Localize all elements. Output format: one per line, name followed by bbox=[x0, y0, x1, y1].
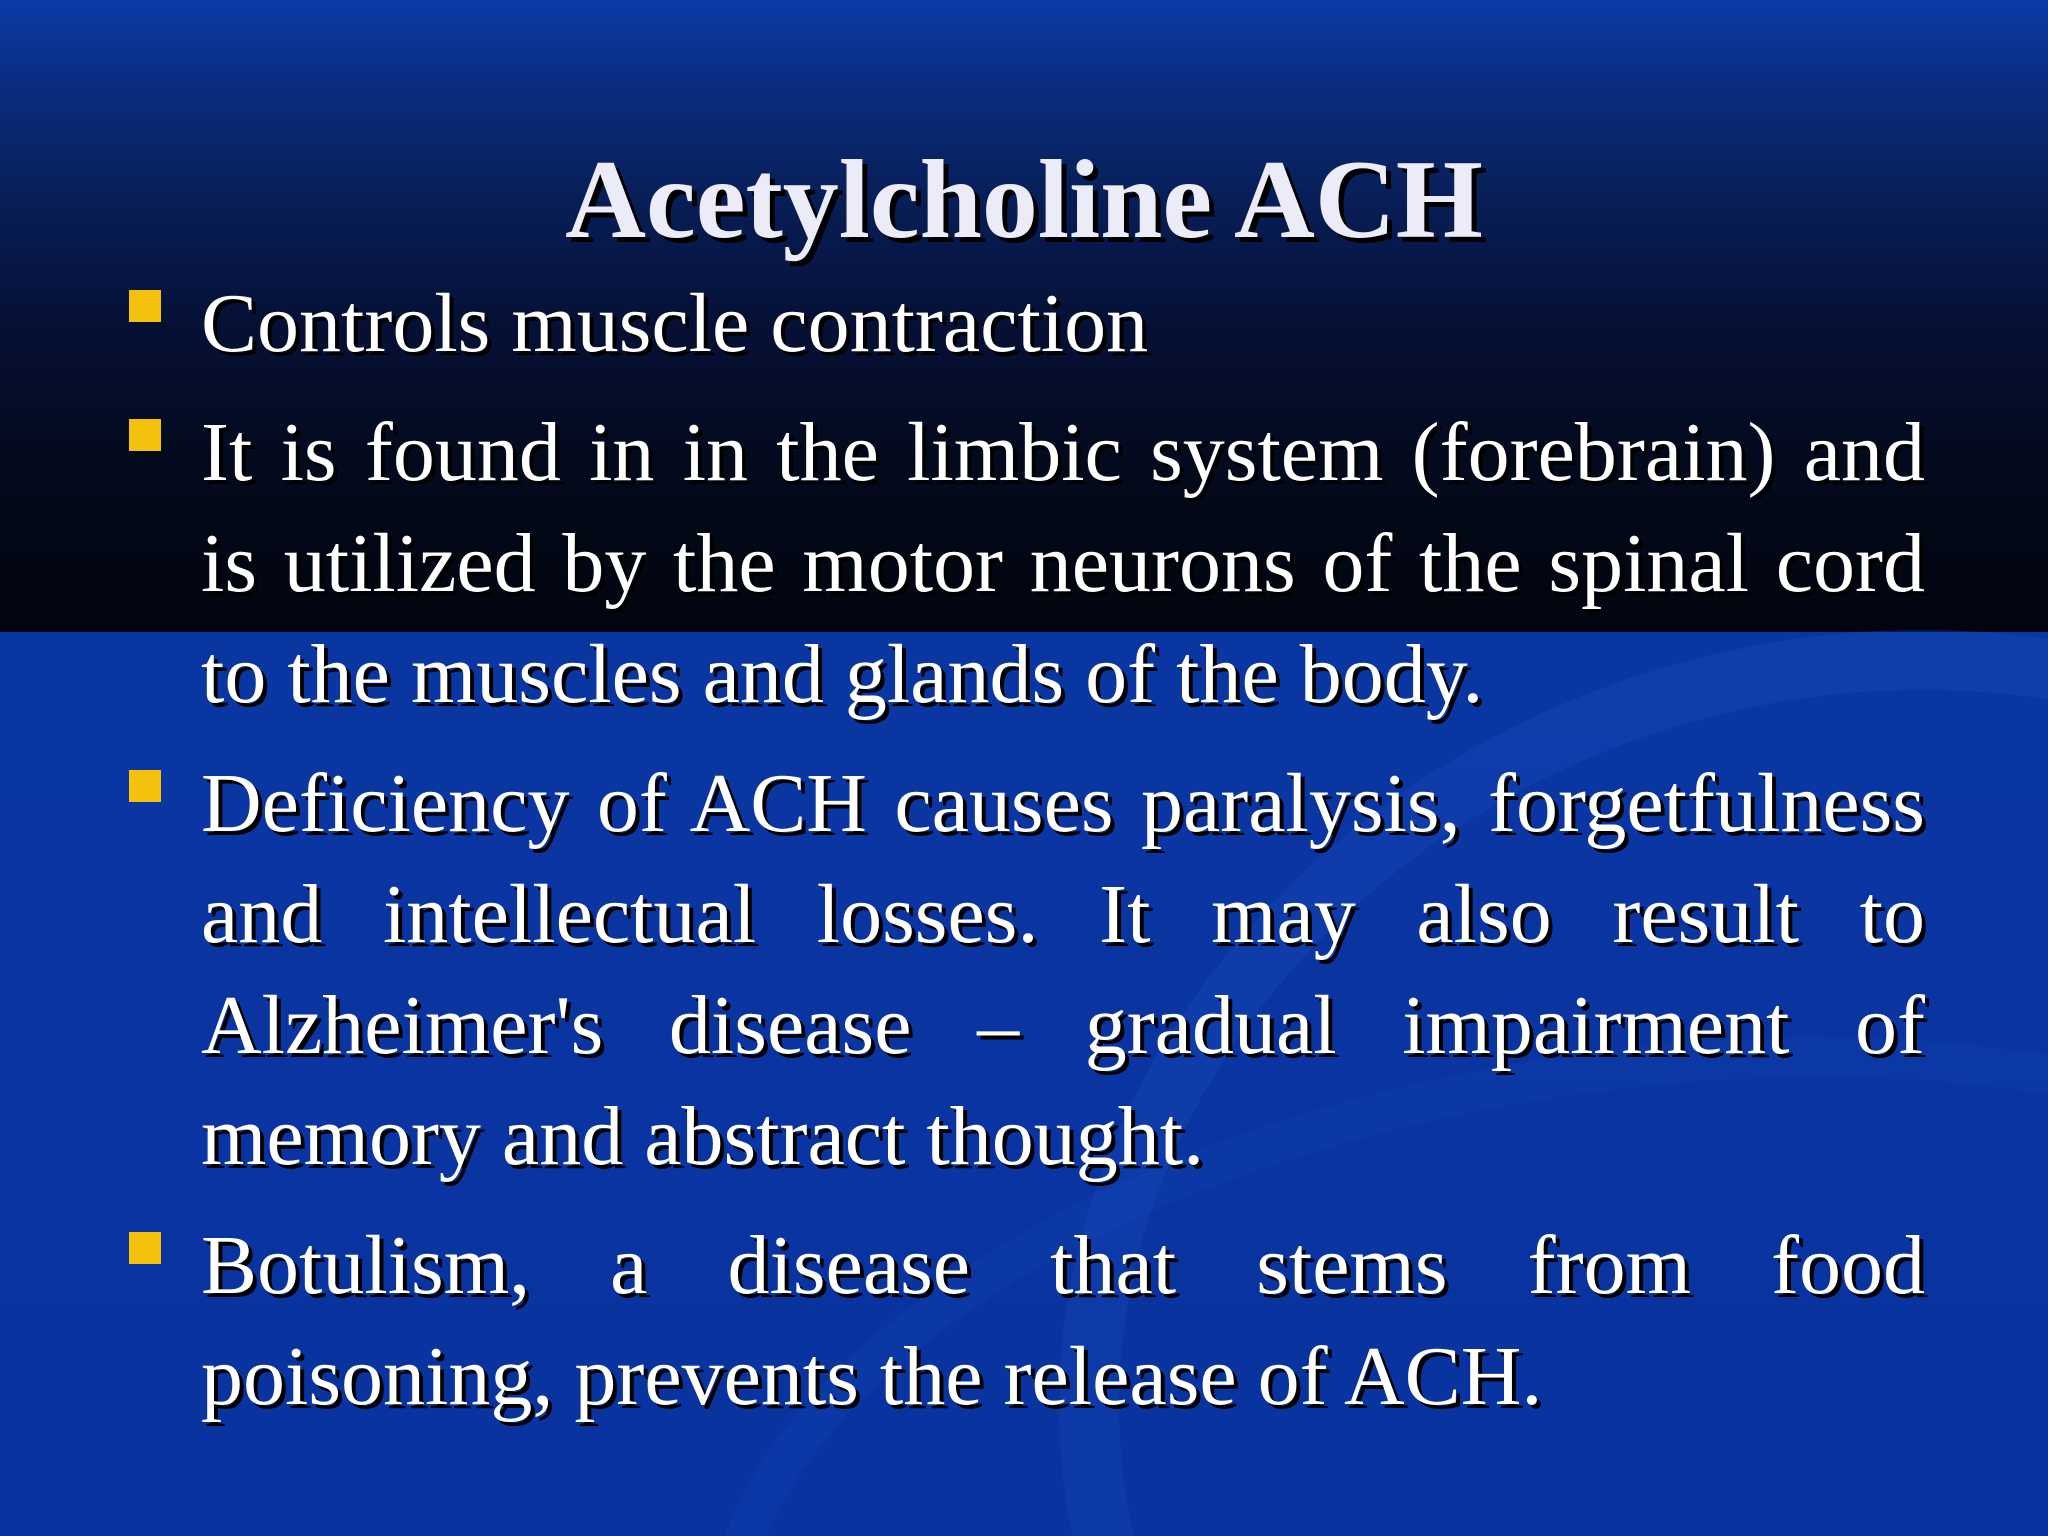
bullet-text: Controls muscle contraction bbox=[201, 277, 1149, 370]
square-bullet-icon bbox=[129, 290, 161, 322]
bullet-item bbox=[125, 1210, 1925, 1432]
slide-title: Acetylcholine ACH bbox=[565, 138, 1483, 262]
bullet-item bbox=[125, 397, 1925, 730]
square-bullet-icon bbox=[129, 1232, 161, 1264]
square-bullet-icon bbox=[129, 770, 161, 802]
bullet-text: Deficiency of ACH causes paralysis, forgetfulness and intellectual losses. It may also result to Alzheimer's disease – gradual impairment of memory and abstract thought. bbox=[201, 757, 1925, 1183]
bullet-text: It is found in in the limbic system (forebrain) and is utilized by the motor neurons of the spinal cord to the muscles and glands of the body. bbox=[201, 406, 1925, 721]
bullet-item bbox=[125, 268, 1925, 379]
bullet-list bbox=[125, 268, 1925, 1450]
bullet-text: Botulism, a disease that stems from food poisoning, prevents the release of ACH. bbox=[201, 1219, 1925, 1423]
bullet-item bbox=[125, 748, 1925, 1192]
square-bullet-icon bbox=[129, 419, 161, 451]
